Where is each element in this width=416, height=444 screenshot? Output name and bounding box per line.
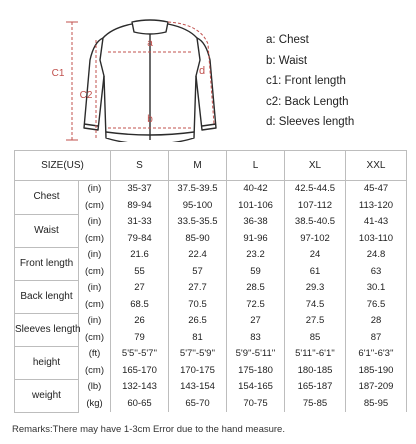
row-label: weight (15, 379, 79, 412)
value-cell: 45-47 (346, 181, 407, 198)
value-cell: 185-190 (346, 363, 407, 380)
value-cell: 74.5 (285, 297, 346, 314)
legend-item-back-length: c2: Back Length (266, 95, 349, 108)
value-cell: 33.5-35.5 (169, 214, 227, 231)
row-label: height (15, 346, 79, 379)
table-row (15, 280, 407, 297)
row-label: Front length (15, 247, 79, 280)
value-cell: 175-180 (227, 363, 285, 380)
value-cell: 79-84 (111, 231, 169, 248)
value-cell: 103-110 (346, 231, 407, 248)
label-b: b (147, 114, 153, 125)
unit-cell: (cm) (79, 363, 111, 380)
value-cell: 89-94 (111, 198, 169, 215)
unit-cell: (in) (79, 214, 111, 231)
row-label: Chest (15, 181, 79, 215)
unit-cell: (cm) (79, 231, 111, 248)
row-label: Sleeves length (15, 313, 79, 346)
row-label: Back lenght (15, 280, 79, 313)
value-cell: 61 (285, 264, 346, 281)
legend-item-front-length: c1: Front length (266, 75, 346, 87)
value-cell: 91-96 (227, 231, 285, 248)
value-cell: 5'5''-5'7'' (111, 346, 169, 363)
value-cell: 85-90 (169, 231, 227, 248)
size-chart-table (14, 150, 407, 413)
value-cell: 5'7''-5'9'' (169, 346, 227, 363)
value-cell: 180-185 (285, 363, 346, 380)
label-c1: C1 (51, 68, 65, 79)
value-cell: 143-154 (169, 379, 227, 396)
value-cell: 85 (285, 330, 346, 347)
table-row (15, 247, 407, 264)
header-size-us: SIZE(US) (15, 151, 111, 181)
value-cell: 26.5 (169, 313, 227, 330)
unit-cell: (ft) (79, 346, 111, 363)
value-cell: 28.5 (227, 280, 285, 297)
value-cell: 5'9''-5'11'' (227, 346, 285, 363)
value-cell: 76.5 (346, 297, 407, 314)
header-size-s: S (111, 151, 169, 181)
value-cell: 59 (227, 264, 285, 281)
value-cell: 31-33 (111, 214, 169, 231)
header-size-xxl: XXL (346, 151, 407, 181)
value-cell: 5'11''-6'1'' (285, 346, 346, 363)
label-a: a (147, 38, 153, 49)
value-cell: 85-95 (346, 396, 407, 413)
unit-cell: (in) (79, 313, 111, 330)
value-cell: 165-170 (111, 363, 169, 380)
value-cell: 165-187 (285, 379, 346, 396)
table-row (15, 346, 407, 363)
value-cell: 95-100 (169, 198, 227, 215)
unit-cell: (in) (79, 280, 111, 297)
value-cell: 6'1''-6'3'' (346, 346, 407, 363)
unit-cell: (cm) (79, 264, 111, 281)
table-row (15, 181, 407, 198)
legend-item-waist: b: Waist (266, 54, 308, 67)
value-cell: 97-102 (285, 231, 346, 248)
value-cell: 187-209 (346, 379, 407, 396)
value-cell: 107-112 (285, 198, 346, 215)
value-cell: 57 (169, 264, 227, 281)
value-cell: 72.5 (227, 297, 285, 314)
table-header-row (15, 151, 407, 181)
value-cell: 40-42 (227, 181, 285, 198)
value-cell: 23.2 (227, 247, 285, 264)
value-cell: 170-175 (169, 363, 227, 380)
value-cell: 29.3 (285, 280, 346, 297)
value-cell: 27 (111, 280, 169, 297)
value-cell: 26 (111, 313, 169, 330)
unit-cell: (cm) (79, 330, 111, 347)
label-d: d (198, 65, 206, 77)
value-cell: 24 (285, 247, 346, 264)
value-cell: 132-143 (111, 379, 169, 396)
value-cell: 27 (227, 313, 285, 330)
unit-cell: (kg) (79, 396, 111, 413)
value-cell: 38.5-40.5 (285, 214, 346, 231)
header-size-xl: XL (285, 151, 346, 181)
legend-item-sleeves-length: d: Sleeves length (266, 116, 355, 128)
value-cell: 81 (169, 330, 227, 347)
value-cell: 36-38 (227, 214, 285, 231)
value-cell: 65-70 (169, 396, 227, 413)
measurement-legend (266, 30, 354, 133)
table-row (15, 214, 407, 231)
value-cell: 113-120 (346, 198, 407, 215)
value-cell: 154-165 (227, 379, 285, 396)
table-row (15, 379, 407, 396)
value-cell: 79 (111, 330, 169, 347)
row-label: Waist (15, 214, 79, 247)
value-cell: 41-43 (346, 214, 407, 231)
value-cell: 60-65 (111, 396, 169, 413)
value-cell: 55 (111, 264, 169, 281)
value-cell: 28 (346, 313, 407, 330)
value-cell: 30.1 (346, 280, 407, 297)
value-cell: 27.5 (285, 313, 346, 330)
value-cell: 22.4 (169, 247, 227, 264)
value-cell: 101-106 (227, 198, 285, 215)
remarks-note: Remarks:There may have 1-3cm Error due to the hand measure. (12, 424, 285, 435)
value-cell: 83 (227, 330, 285, 347)
legend-item-chest: a: Chest (266, 34, 309, 46)
value-cell: 75-85 (285, 396, 346, 413)
unit-cell: (cm) (79, 297, 111, 314)
value-cell: 24.8 (346, 247, 407, 264)
unit-cell: (in) (79, 247, 111, 264)
value-cell: 87 (346, 330, 407, 347)
value-cell: 35-37 (111, 181, 169, 198)
value-cell: 21.6 (111, 247, 169, 264)
value-cell: 70-75 (227, 396, 285, 413)
value-cell: 37.5-39.5 (169, 181, 227, 198)
unit-cell: (cm) (79, 198, 111, 215)
unit-cell: (lb) (79, 379, 111, 396)
header-size-l: L (227, 151, 285, 181)
label-c2: C2 (79, 90, 93, 101)
header-size-m: M (169, 151, 227, 181)
value-cell: 63 (346, 264, 407, 281)
value-cell: 42.5-44.5 (285, 181, 346, 198)
unit-cell: (in) (79, 181, 111, 198)
table-row (15, 313, 407, 330)
value-cell: 68.5 (111, 297, 169, 314)
value-cell: 27.7 (169, 280, 227, 297)
value-cell: 70.5 (169, 297, 227, 314)
